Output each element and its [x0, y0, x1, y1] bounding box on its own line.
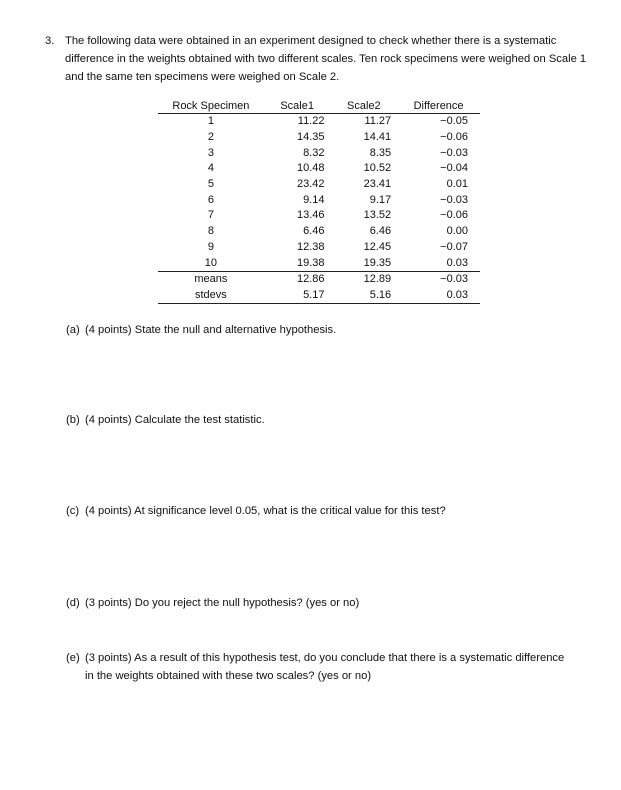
- cell-specimen: 7: [207, 209, 214, 222]
- part-label: (a): [66, 324, 80, 336]
- table-row: [158, 114, 480, 130]
- header-scale2: Scale2: [330, 98, 397, 114]
- cell-difference: 0.00: [446, 225, 468, 238]
- part-label: (d): [66, 597, 80, 609]
- cell-scale2: 5.16: [330, 288, 397, 304]
- cell-scale1: 5.17: [264, 288, 331, 304]
- cell-specimen: 9: [207, 240, 214, 253]
- cell-scale2: 8.35: [369, 146, 392, 159]
- cell-difference: −0.03: [440, 193, 468, 206]
- cell-difference: 0.01: [446, 178, 468, 191]
- header-rock-specimen: Rock Specimen: [158, 98, 264, 114]
- cell-scale1: 13.46: [296, 209, 325, 222]
- table-row: [158, 255, 480, 271]
- cell-scale1: 12.38: [296, 240, 325, 253]
- cell-scale2: 12.45: [363, 240, 392, 253]
- table-row: [158, 177, 480, 193]
- part-text: (4 points) At significance level 0.05, what is the critical value for this test?: [85, 505, 446, 517]
- cell-scale1: 12.86: [264, 271, 331, 287]
- table-header-row: [158, 98, 480, 114]
- cell-specimen: 2: [207, 131, 214, 144]
- header-difference: Difference: [397, 98, 480, 114]
- cell-specimen: 4: [207, 162, 214, 175]
- cell-specimen: 10: [204, 256, 218, 269]
- cell-scale2: 19.35: [363, 256, 392, 269]
- part-text: (3 points) Do you reject the null hypothesis? (yes or no): [85, 597, 360, 609]
- cell-scale2: 9.17: [369, 193, 392, 206]
- table-row: [158, 130, 480, 146]
- cell-scale1: 23.42: [296, 178, 325, 191]
- summary-row-stdevs: [158, 288, 480, 304]
- cell-scale1: 19.38: [296, 256, 325, 269]
- cell-difference: −0.03: [440, 146, 468, 159]
- cell-difference: −0.06: [440, 209, 468, 222]
- header-scale1: Scale1: [264, 98, 331, 114]
- part-label: (c): [66, 505, 80, 517]
- part-text: (4 points) Calculate the test statistic.: [85, 414, 265, 426]
- cell-scale1: 9.14: [303, 193, 325, 206]
- cell-difference: −0.05: [440, 115, 468, 128]
- table-row: [158, 240, 480, 256]
- part-text: (4 points) State the null and alternative hypothesis.: [85, 324, 337, 336]
- cell-scale2: 23.41: [363, 178, 392, 191]
- table-row: [158, 224, 480, 240]
- cell-difference: 0.03: [397, 288, 480, 304]
- cell-scale1: 8.32: [303, 146, 325, 159]
- cell-scale2: 6.46: [369, 225, 392, 238]
- table-row: [158, 208, 480, 224]
- cell-specimen: 5: [207, 178, 214, 191]
- cell-difference: −0.04: [440, 162, 468, 175]
- table-row: [158, 192, 480, 208]
- table-row: [158, 145, 480, 161]
- cell-difference: −0.06: [440, 131, 468, 144]
- problem-number: 3.: [45, 35, 55, 47]
- problem-intro: The following data were obtained in an experiment designed to check whether there is a systematic difference in the weights obtained with two different scales. Ten rock specimens were weighed on Scale 1 and the same ten specimens were weighed on Scale 2.: [65, 35, 587, 83]
- cell-scale2: 11.27: [364, 115, 392, 128]
- cell-specimen: 3: [207, 146, 214, 159]
- cell-difference: −0.03: [397, 271, 480, 287]
- data-table-wrapper: [158, 98, 480, 304]
- cell-scale2: 12.89: [330, 271, 397, 287]
- cell-scale1: 11.22: [297, 115, 325, 128]
- cell-specimen: 8: [207, 225, 214, 238]
- cell-specimen: 1: [207, 115, 214, 128]
- cell-summary-label: means: [158, 271, 264, 287]
- cell-difference: 0.03: [446, 256, 468, 269]
- summary-row-means: [158, 271, 480, 287]
- cell-summary-label: stdevs: [158, 288, 264, 304]
- cell-scale1: 10.48: [296, 162, 325, 175]
- table-row: [158, 161, 480, 177]
- cell-specimen: 6: [207, 193, 214, 206]
- cell-scale2: 10.52: [363, 162, 392, 175]
- cell-scale2: 13.52: [363, 209, 392, 222]
- cell-scale1: 14.35: [296, 131, 325, 144]
- data-table: [158, 98, 480, 304]
- cell-scale1: 6.46: [303, 225, 325, 238]
- part-label: (b): [66, 414, 80, 426]
- part-label: (e): [66, 652, 80, 664]
- cell-scale2: 14.41: [363, 131, 392, 144]
- cell-difference: −0.07: [440, 240, 468, 253]
- part-text: (3 points) As a result of this hypothesis test, do you conclude that there is a systematic difference in the weights obtained with these two scales? (yes or no): [85, 652, 565, 682]
